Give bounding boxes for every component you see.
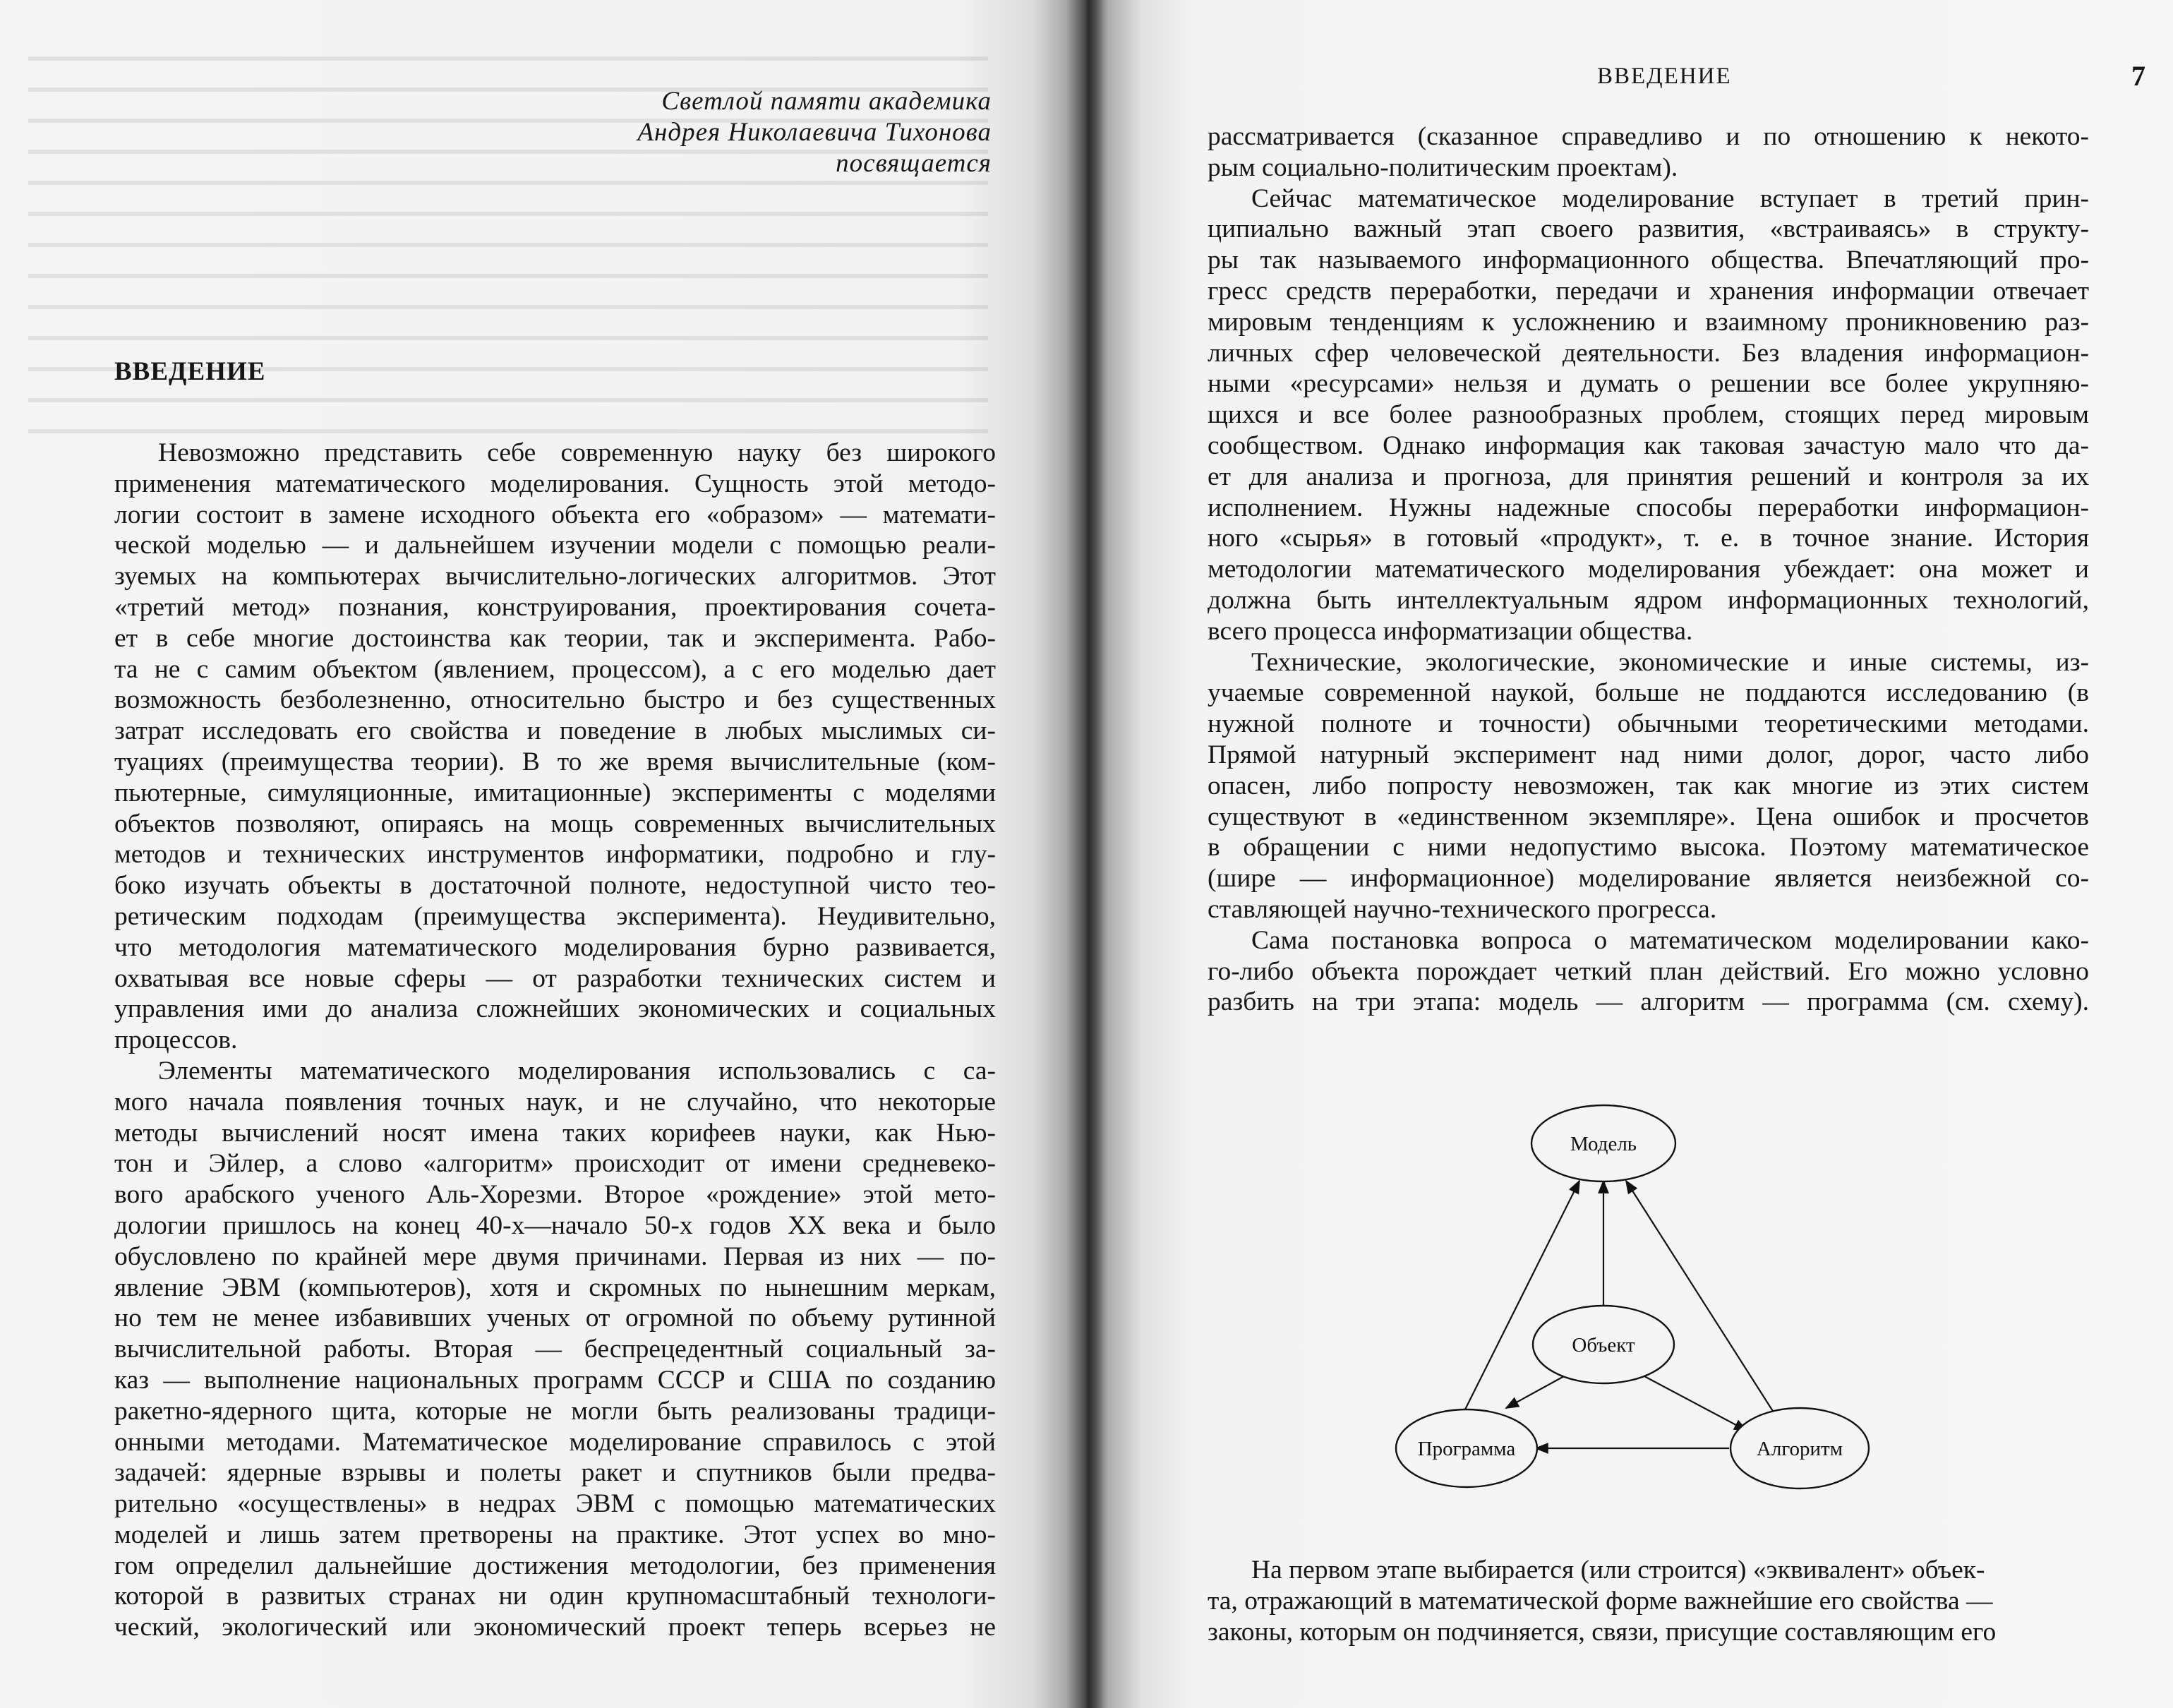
dedication bbox=[637, 86, 992, 179]
right-lower-text bbox=[1208, 1555, 2089, 1647]
text-line: методы вычислений носят имена таких корифеев науки, как Нью- bbox=[114, 1118, 996, 1148]
text-line: пьютерные, симуляционные, имитационные) эксперименты с моделями bbox=[114, 778, 996, 807]
text-line: должна быть интеллектуальным ядром информационных технологий, bbox=[1208, 585, 2089, 615]
text-line: гресс средств переработки, передачи и хранения информации отвечает bbox=[1208, 276, 2089, 306]
text-line: Невозможно представить себе современную науку без широкого bbox=[158, 438, 996, 467]
text-line: всего процесса информатизации общества. bbox=[1208, 616, 1693, 646]
text-line: законы, которым он подчиняется, связи, присущие составляющим его bbox=[1208, 1617, 1997, 1647]
text-line: туациях (преимущества теории). В то же время вычислительные (ком- bbox=[114, 747, 996, 776]
text-line: Сейчас математическое моделирование вступает в третий прин- bbox=[1251, 184, 2089, 213]
text-line: применения математического моделирования. Сущность этой методо- bbox=[114, 469, 996, 498]
text-line: дологии пришлось на конец 40-х—начало 50-х годов XX века и было bbox=[114, 1210, 996, 1240]
text-line: рассматривается (сказанное справедливо и по отношению к некото- bbox=[1208, 122, 2089, 151]
text-line: ры так называемого информационного общества. Впечатляющий про- bbox=[1208, 246, 2089, 275]
text-line: что методология математического моделирования бурно развивается, bbox=[114, 932, 996, 962]
text-line: ет для анализа и прогноза, для принятия решений и контроля за их bbox=[1208, 462, 2089, 491]
text-line: личных сфер человеческой деятельности. Без владения информацион- bbox=[1208, 338, 2089, 368]
text-line: исполнением. Нужны надежные способы переработки информацион- bbox=[1208, 493, 2089, 522]
text-line: тон и Эйлер, а слово «алгоритм» происходит от имени средневеко- bbox=[114, 1149, 996, 1179]
text-line: рым социально-политическим проектам). bbox=[1208, 152, 1678, 182]
text-line: затрат исследовать его свойства и поведение в любых мыслимых си- bbox=[114, 716, 996, 746]
text-line: вого арабского ученого Аль-Хорезми. Второе «рождение» этой мето- bbox=[114, 1180, 996, 1210]
text-line: онными методами. Математическое моделирование справилось с этой bbox=[114, 1427, 996, 1457]
text-line: ставляющей научно-технического прогресса. bbox=[1208, 894, 1717, 924]
text-line: логии состоит в замене исходного объекта его «образом» — математи- bbox=[114, 500, 996, 529]
running-head: ВВЕДЕНИЕ bbox=[1597, 64, 1732, 89]
arrow-object-to-program bbox=[1506, 1376, 1564, 1408]
text-line: та, отражающий в математической форме важнейшие его свойства — bbox=[1208, 1586, 1993, 1616]
node-algorithm-label: Алгоритм bbox=[1756, 1438, 1843, 1460]
dedication-line: посвящается bbox=[836, 149, 992, 178]
text-line: но тем не менее избавивших ученых от огромной по объему рутинной bbox=[114, 1304, 996, 1333]
text-line: гом определил дальнейшие достижения методологии, без применения bbox=[114, 1551, 996, 1580]
book-gutter bbox=[1066, 0, 1108, 1708]
text-line: учаемые современной наукой, больше не поддаются исследованию (в bbox=[1208, 678, 2089, 708]
text-line: задачей: ядерные взрывы и полеты ракет и спутников были предва- bbox=[114, 1458, 996, 1488]
text-line: ческой моделью — и дальнейшем изучении модели с помощью реали- bbox=[114, 531, 996, 560]
text-line: Сама постановка вопроса о математическом моделировании како- bbox=[1251, 925, 2089, 955]
text-line: щихся и все более разнообразных проблем, стоящих перед мировым bbox=[1208, 400, 2089, 430]
text-line: Прямой натурный эксперимент над ними долог, дорог, часто либо bbox=[1208, 740, 2089, 769]
text-line: го-либо объекта порождает четкий план действий. Его можно условно bbox=[1208, 956, 2089, 986]
text-line: которой в развитых странах ни один крупномасштабный технологи- bbox=[114, 1582, 996, 1611]
text-line: та не с самим объектом (явлением, процессом), а с его моделью дает bbox=[114, 654, 996, 684]
text-line: ципиально важный этап своего развития, «встраиваясь» в структу- bbox=[1208, 215, 2089, 244]
left-body-text bbox=[114, 438, 996, 1643]
text-line: явление ЭВМ (компьютеров), хотя и скромных по нынешним меркам, bbox=[114, 1273, 996, 1302]
text-line: «третий метод» познания, конструирования, проектирования сочета- bbox=[114, 592, 996, 622]
text-line: охватывая все новые сферы — от разработки технических систем и bbox=[114, 963, 996, 993]
text-line: (шире — информационное) моделирование является неизбежной со- bbox=[1208, 864, 2089, 894]
text-line: вычислительной работы. Вторая — беспрецедентный социальный за- bbox=[114, 1335, 996, 1364]
node-program-label: Программа bbox=[1417, 1438, 1516, 1460]
text-line: рительно «осуществлены» в недрах ЭВМ с помощью математических bbox=[114, 1489, 996, 1519]
text-line: процессов. bbox=[114, 1026, 238, 1055]
text-line: нужной полноте и точности) обычными теоретическими методами. bbox=[1208, 709, 2089, 739]
right-body-text bbox=[1208, 121, 2089, 1018]
text-line: объектов позволяют, опираясь на мощь современных вычислительных bbox=[114, 809, 996, 838]
dedication-line: Андрея Николаевича Тихонова bbox=[637, 118, 992, 147]
text-line: ного «сырья» в готовый «продукт», т. е. в точное знание. История bbox=[1208, 524, 2089, 553]
text-line: каз — выполнение национальных программ СССР и США по созданию bbox=[114, 1365, 996, 1395]
dedication-line: Светлой памяти академика bbox=[661, 87, 992, 116]
text-line: методов и технических инструментов информатики, подробно и глу- bbox=[114, 840, 996, 870]
text-line: На первом этапе выбирается (или строится) «эквивалент» объек- bbox=[1251, 1556, 1985, 1584]
text-line: Элементы математического моделирования использовались с са- bbox=[158, 1056, 996, 1085]
page-number: 7 bbox=[2131, 60, 2145, 92]
text-line: обусловлено по крайней мере двумя причинами. Первая из них — по- bbox=[114, 1241, 996, 1271]
right-page bbox=[1087, 0, 2173, 1708]
text-line: ет в себе многие достоинства как теории, так и эксперимента. Рабо- bbox=[114, 623, 996, 653]
text-line: Технические, экологические, экономические и иные системы, из- bbox=[1251, 647, 2089, 677]
arrow-model-to-algorithm bbox=[1626, 1181, 1780, 1422]
text-line: возможность безболезненно, относительно быстро и без существенных bbox=[114, 685, 996, 715]
text-line: мого начала появления точных наук, и не случайно, что некоторые bbox=[114, 1087, 996, 1117]
text-line: методологии математического моделирования убеждает: она может и bbox=[1208, 555, 2089, 584]
text-line: существуют в «единственном экземпляре». Цена ошибок и просчетов bbox=[1208, 802, 2089, 831]
text-line: сообществом. Однако информация как таковая зачастую мало что да- bbox=[1208, 431, 2089, 460]
text-line: в обращении с ними недопустимо высока. Поэтому математическое bbox=[1208, 833, 2089, 862]
node-object-label: Объект bbox=[1572, 1334, 1635, 1357]
text-line: боко изучать объекты в достаточной полноте, недоступной чисто тео- bbox=[114, 871, 996, 901]
text-line: ными «ресурсами» нельзя и думать о решении все более укрупняю- bbox=[1208, 369, 2089, 399]
text-line: мировым тенденциям к усложнению и взаимному проникновению раз- bbox=[1208, 307, 2089, 337]
text-line: опасен, либо попросту невозможен, так как многие из этих систем bbox=[1208, 771, 2089, 800]
text-line: разбить на три этапа: модель — алгоритм — программа (см. схему). bbox=[1208, 987, 2089, 1017]
text-line: ретическим подходам (преимущества эксперимента). Неудивительно, bbox=[114, 901, 996, 931]
section-heading: ВВЕДЕНИЕ bbox=[114, 357, 266, 386]
text-line: управления ими до анализа сложнейших экономических и социальных bbox=[114, 994, 996, 1024]
text-line: ракетно-ядерного щита, которые не могли быть реализованы традици- bbox=[114, 1396, 996, 1426]
node-model-label: Модель bbox=[1570, 1133, 1637, 1155]
text-line: моделей и лишь затем претворены на практике. Этот успех во мно- bbox=[114, 1520, 996, 1549]
text-line: ческий, экологический или экономический проект теперь всерьез не bbox=[114, 1613, 996, 1642]
model-algorithm-program-diagram bbox=[1390, 1090, 1870, 1514]
arrow-object-to-algorithm bbox=[1644, 1376, 1747, 1431]
text-line: зуемых на компьютерах вычислительно-логических алгоритмов. Этот bbox=[114, 562, 996, 591]
